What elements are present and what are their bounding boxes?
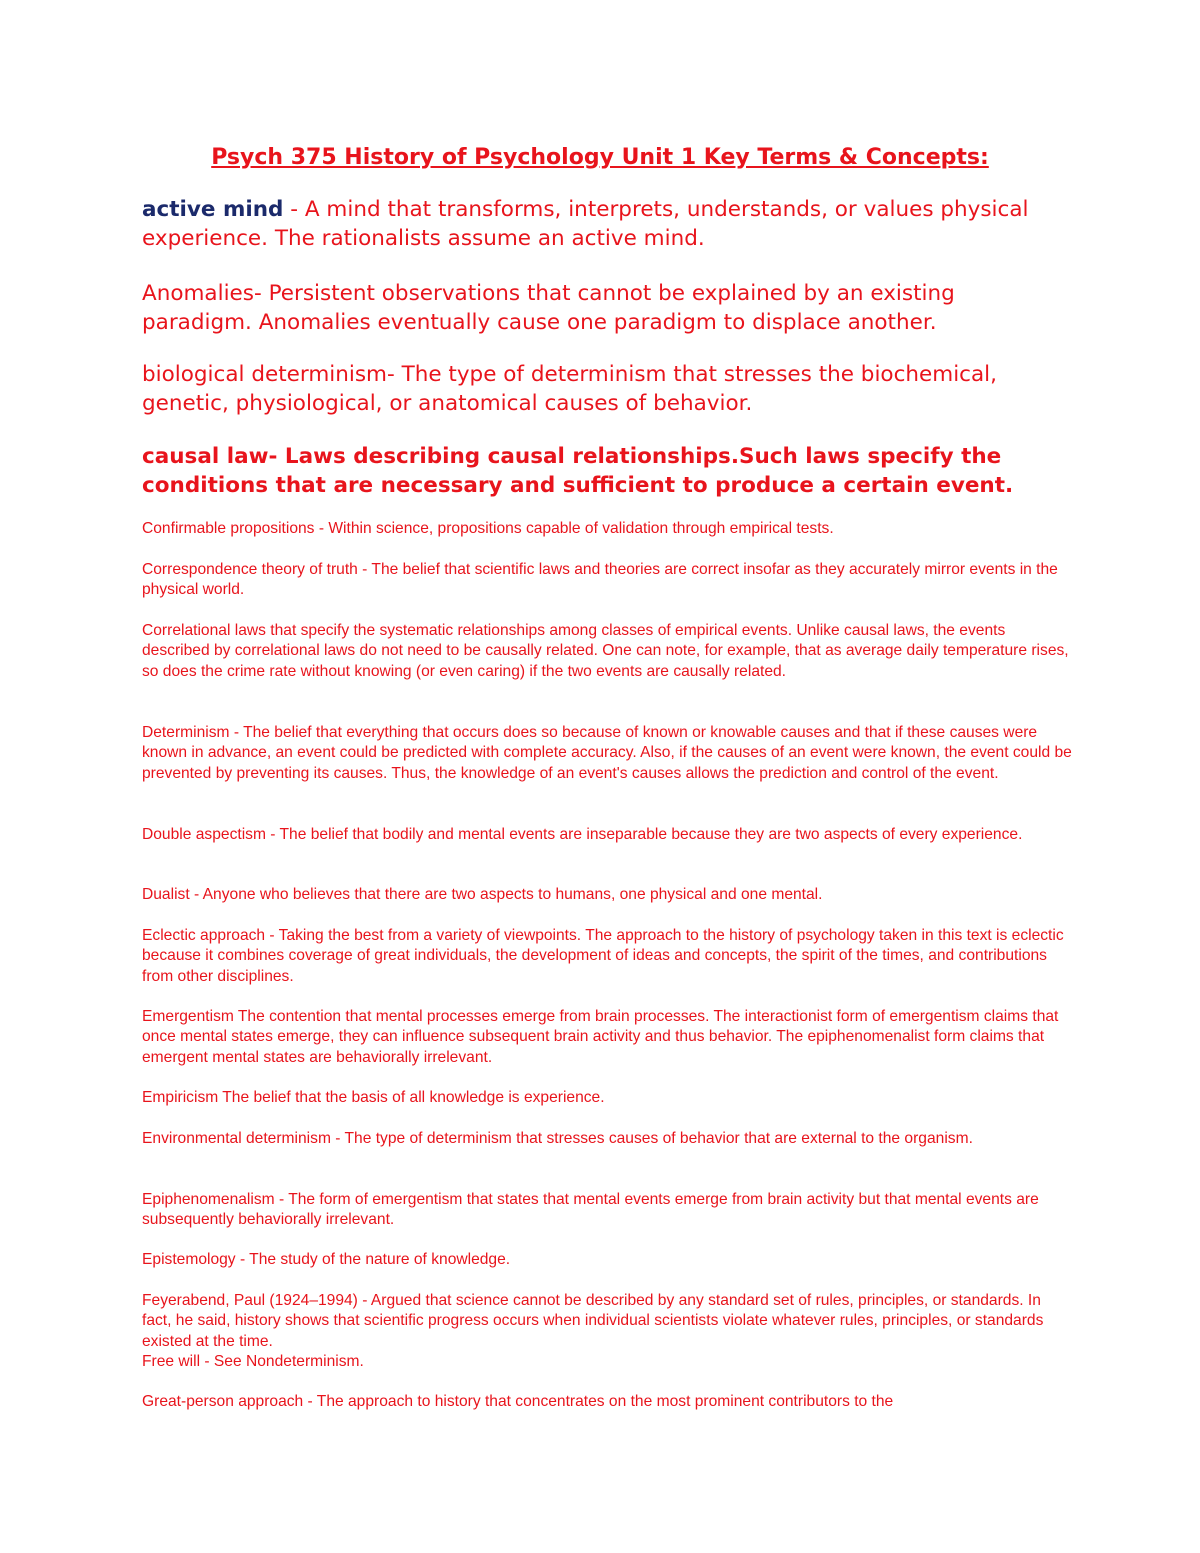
term-dualist: Dualist - Anyone who believes that there are two aspects to humans, one physical and one mental. xyxy=(142,886,823,903)
page-title: Psych 375 History of Psychology Unit 1 Key Terms & Concepts: xyxy=(211,145,989,170)
term-active-mind xyxy=(142,195,1062,253)
term-feyerabend: Feyerabend, Paul (1924–1994) - Argued that science cannot be described by any standard set of rules, principles, or standards. In fact, he said, history shows that scientific progress occurs when individual scientists violate whatever rules, principles, or standards existed at the time. xyxy=(142,1292,1044,1350)
term-confirmable-propositions: Confirmable propositions - Within science, propositions capable of validation through empirical tests. xyxy=(142,520,834,537)
term-emergentism: Emergentism The contention that mental processes emerge from brain processes. The interactionist form of emergentism claims that once mental states emerge, they can influence subsequent brain activity and thus behavior. The epiphenomenalist form claims that emergent mental states are behaviorally irrelevant. xyxy=(142,1008,1059,1066)
term-empiricism: Empiricism The belief that the basis of all knowledge is experience. xyxy=(142,1089,605,1106)
term-correspondence-theory: Correspondence theory of truth - The belief that scientific laws and theories are correct insofar as they accurately mirror events in the physical world. xyxy=(142,561,1058,599)
term-definition: - A mind that transforms, interprets, understands, or values physical experience. The rationalists assume an active mind. xyxy=(142,197,1029,251)
term-double-aspectism: Double aspectism - The belief that bodily and mental events are inseparable because they are two aspects of every experience. xyxy=(142,826,1023,843)
term-eclectic-approach: Eclectic approach - Taking the best from a variety of viewpoints. The approach to the history of psychology taken in this text is eclectic because it combines coverage of great individuals, the development of ideas and concepts, the spirit of the times, and contributions from other disciplines. xyxy=(142,927,1064,985)
term-causal-law: causal law- Laws describing causal relationships.Such laws specify the conditions that are necessary and sufficient to produce a certain event. xyxy=(142,444,1014,498)
term-determinism: Determinism - The belief that everything that occurs does so because of known or knowable causes and that if these causes were known in advance, an event could be predicted with complete accuracy. Also, if the causes of an event were known, the event could be prevented by preventing its causes. Thus, the knowledge of an event's causes allows the prediction and control of the event. xyxy=(142,724,1072,782)
term-correlational-laws: Correlational laws that specify the systematic relationships among classes of empirical events. Unlike causal laws, the events described by correlational laws do not need to be causally related. One can note, for example, that as average daily temperature rises, so does the crime rate without knowing (or even caring) if the two events are causally related. xyxy=(142,622,1069,680)
term-free-will: Free will - See Nondeterminism. xyxy=(142,1353,364,1370)
term-epiphenomenalism: Epiphenomenalism - The form of emergentism that states that mental events emerge from brain activity but that mental events are subsequently behaviorally irrelevant. xyxy=(142,1191,1039,1229)
term-biological-determinism: biological determinism- The type of determinism that stresses the biochemical, genetic, physiological, or anatomical causes of behavior. xyxy=(142,362,997,416)
term-environmental-determinism: Environmental determinism - The type of determinism that stresses causes of behavior that are external to the organism. xyxy=(142,1130,973,1147)
term-anomalies: Anomalies- Persistent observations that cannot be explained by an existing paradigm. Anomalies eventually cause one paradigm to displace another. xyxy=(142,281,955,335)
term-label: active mind xyxy=(142,197,284,222)
term-epistemology: Epistemology - The study of the nature of knowledge. xyxy=(142,1251,511,1268)
term-great-person-approach: Great-person approach - The approach to history that concentrates on the most prominent contributors to the xyxy=(142,1393,894,1410)
